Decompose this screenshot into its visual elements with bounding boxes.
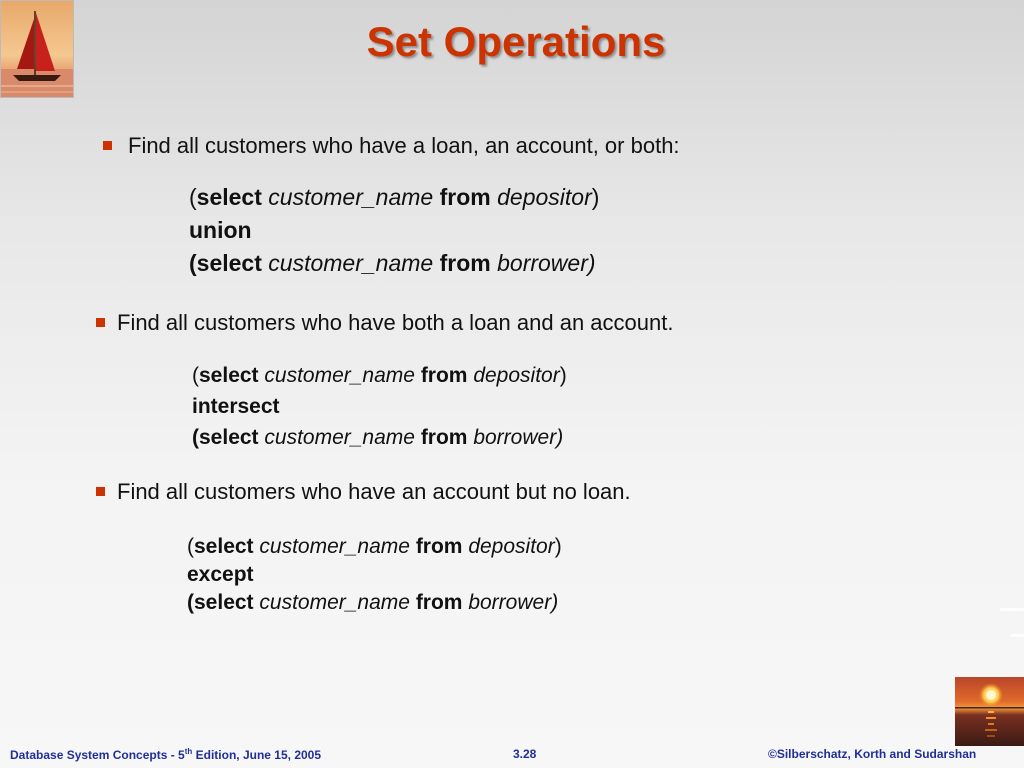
bullet-square-icon (103, 141, 112, 150)
bullet-square-icon (96, 318, 105, 327)
bullet-item (96, 479, 631, 505)
query-line-1: (select customer_name from depositor) (189, 184, 600, 210)
sunset-logo (955, 677, 1024, 746)
bullet-text: Find all customers who have an account but no loan. (117, 479, 631, 504)
bullet-square-icon (96, 487, 105, 496)
footer-book-title: Database System Concepts - 5th Edition, June 15, 2005 (10, 747, 322, 762)
bullet-text: Find all customers who have both a loan and an account. (117, 310, 674, 335)
query-line-3: (select customer_name from borrower) (187, 591, 559, 614)
query-operator: except (187, 563, 254, 586)
water-ripple-decoration (1000, 608, 1024, 611)
slide-title: Set Operations (366, 18, 666, 65)
query-line-3: (select customer_name from borrower) (192, 426, 564, 449)
sql-query-except (187, 533, 562, 617)
bullet-item (96, 310, 673, 336)
footer-page-number: 3.28 (513, 747, 537, 761)
sql-query-intersect (192, 360, 567, 453)
bullet-item (103, 133, 680, 159)
water-ripple-decoration (1010, 634, 1024, 637)
bullet-text: Find all customers who have a loan, an account, or both: (128, 133, 680, 158)
query-line-1: (select customer_name from depositor) (187, 535, 562, 558)
query-operator: intersect (192, 395, 280, 418)
query-line-3: (select customer_name from borrower) (189, 250, 596, 276)
footer-copyright: ©Silberschatz, Korth and Sudarshan (768, 747, 977, 761)
sql-query-union (189, 181, 599, 280)
query-operator: union (189, 217, 252, 243)
query-line-1: (select customer_name from depositor) (192, 364, 567, 387)
